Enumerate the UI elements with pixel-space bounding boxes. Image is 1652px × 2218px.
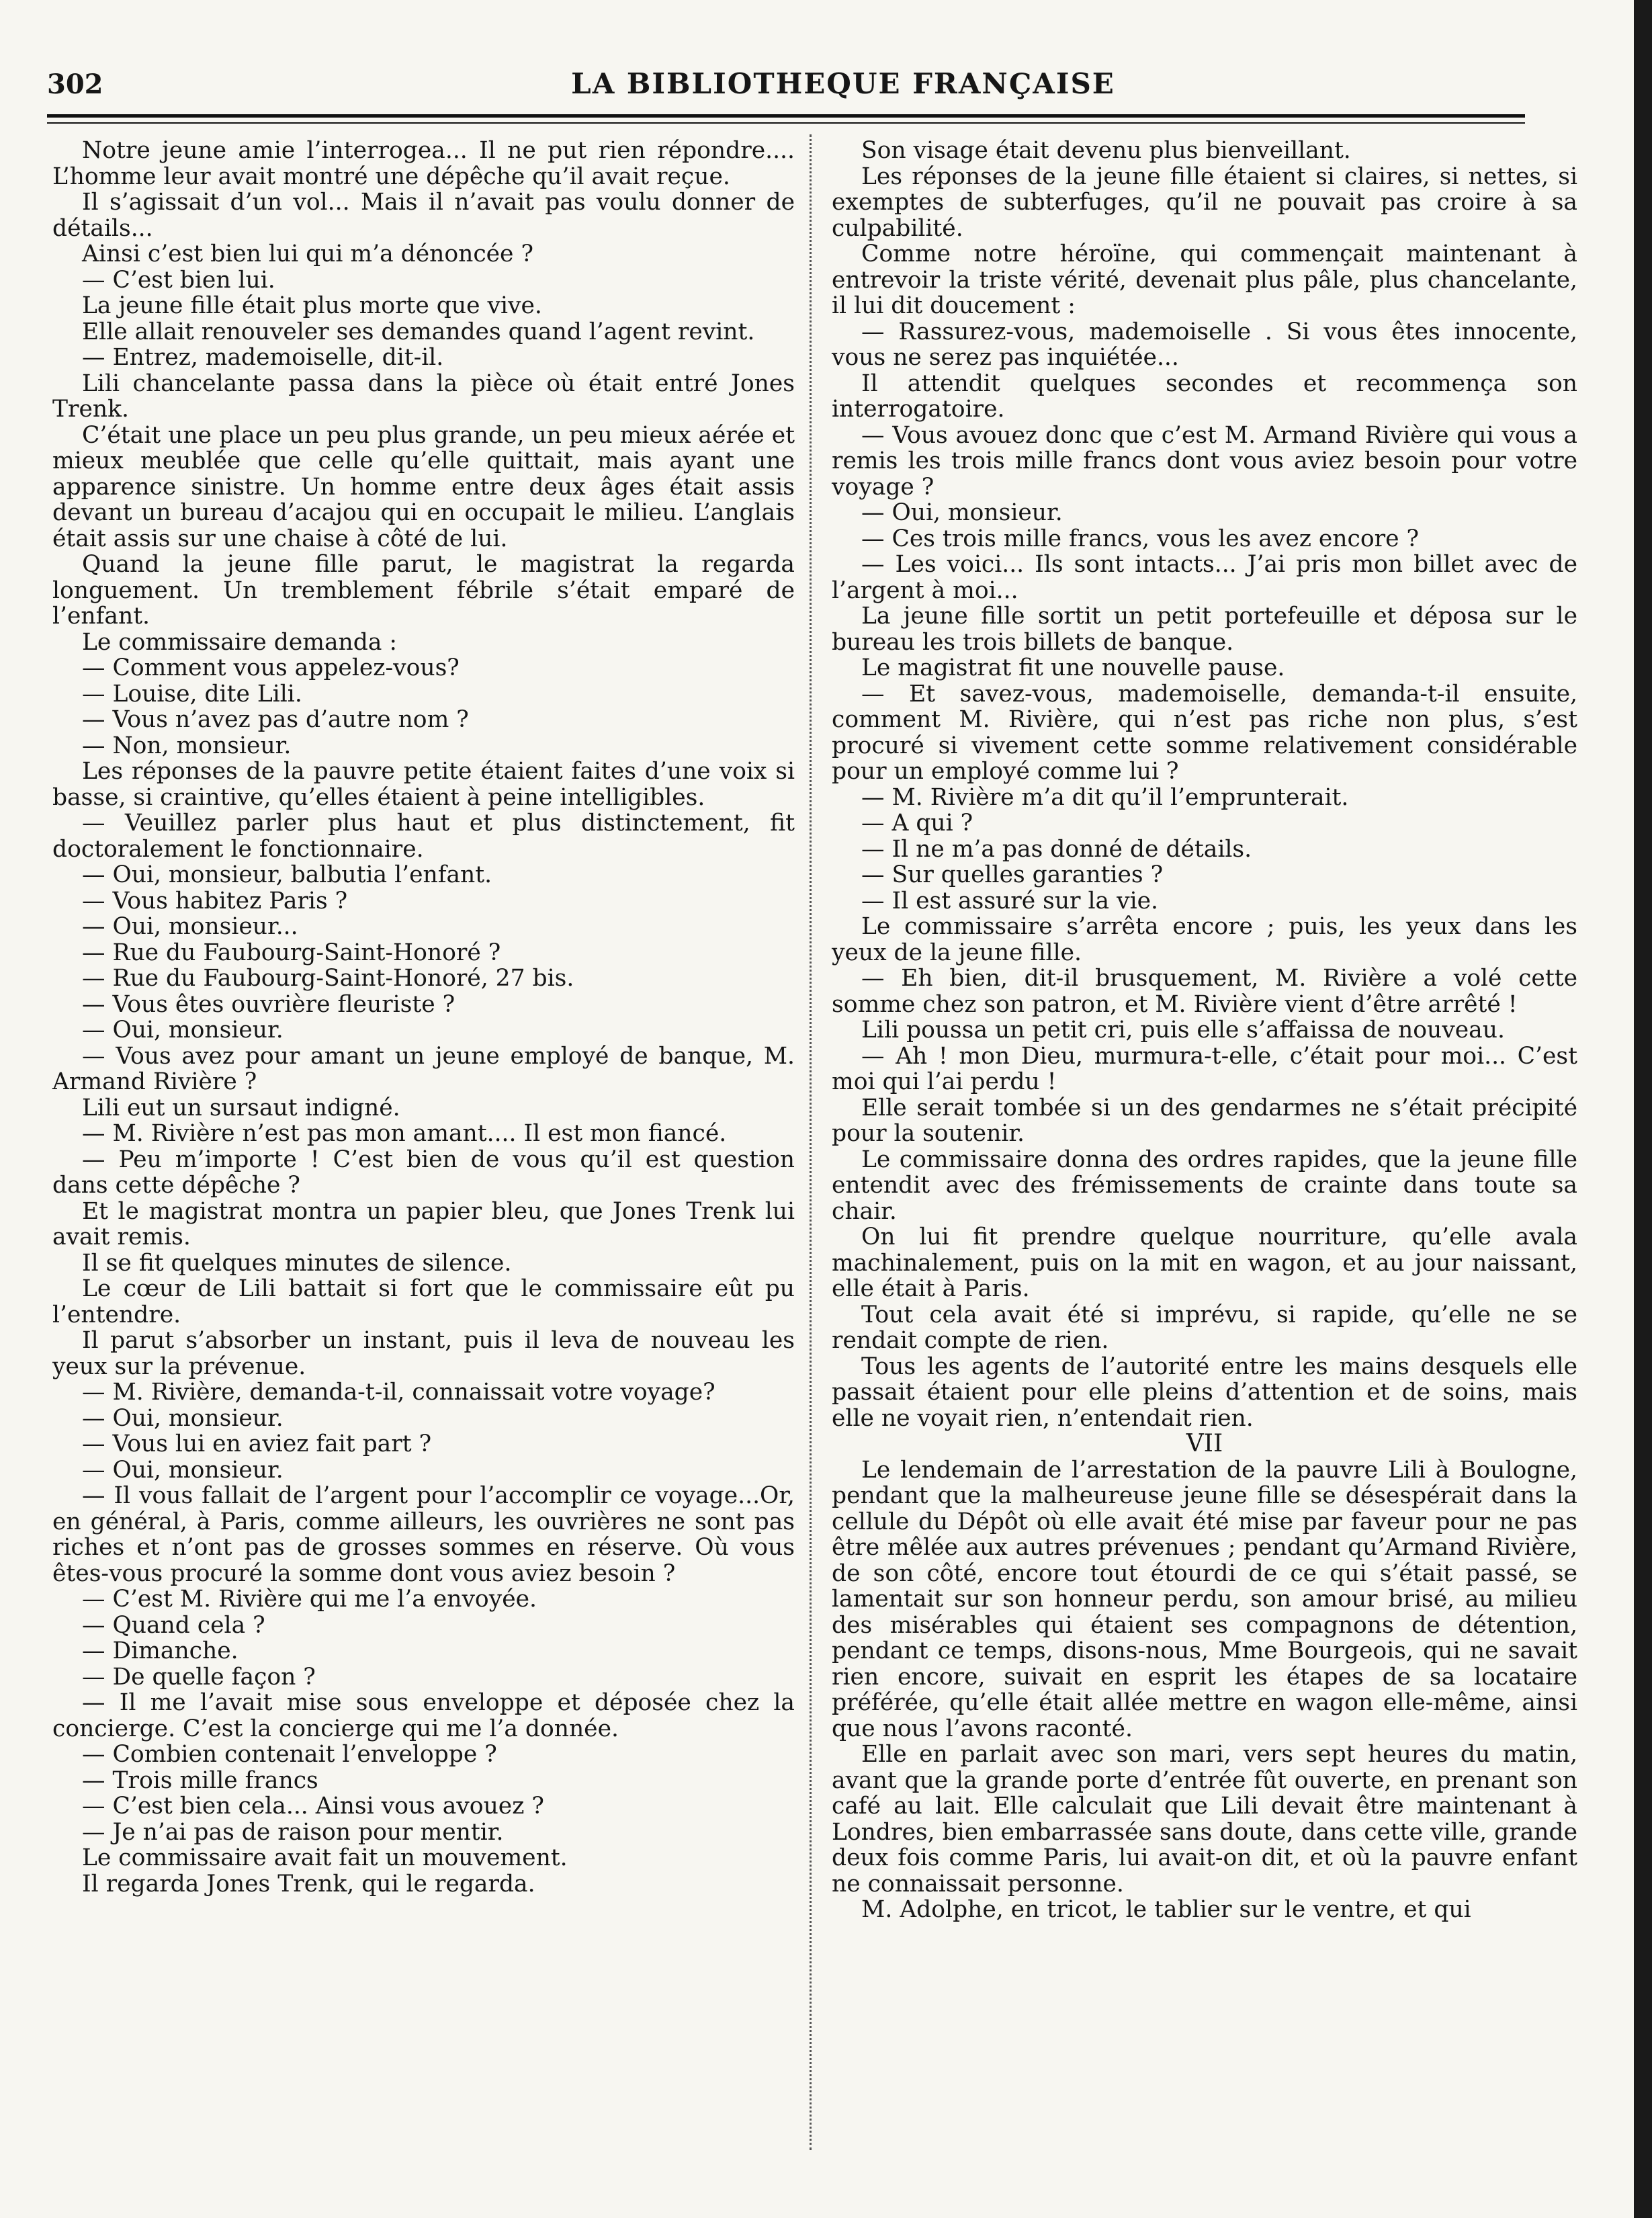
paragraph: Le cœur de Lili battait si fort que le commissaire eût pu l’entendre. (52, 1275, 795, 1328)
paragraph: — Vous lui en aviez fait part ? (82, 1431, 432, 1457)
paragraph: Lili eut un sursaut indigné. (82, 1094, 400, 1121)
paragraph: — Oui, monsieur. (82, 1456, 284, 1484)
paragraph: — M. Rivière m’a dit qu’il l’emprunterait. (861, 783, 1349, 811)
paragraph: — De quelle façon ? (82, 1663, 316, 1691)
paragraph: — Vous êtes ouvrière fleuriste ? (82, 990, 455, 1018)
right-column-upper (832, 138, 1577, 1431)
paragraph: — M. Rivière, demanda-t-il, connaissait votre voyage? (82, 1379, 715, 1406)
paragraph: — Entrez, mademoiselle, dit-il. (82, 344, 444, 371)
paragraph: Le commissaire avait fait un mouvement. (82, 1844, 568, 1871)
paragraph: Ainsi c’est bien lui qui m’a dénoncée ? (82, 241, 533, 267)
paragraph: — Il est assuré sur la vie. (861, 887, 1158, 914)
paragraph: Le lendemain de l’arrestation de la pauvre Lili à Boulogne, pendant que la malheureuse jeune fille se désespérait dans la cellule du Dépôt où elle avait été mise par faveur pour ne pas être mêlée aux autres prévenues ; pendant qu’Armand Rivière, de son côté, encore tout étourdi de ce qui s’était passé, se lamentait sur son honneur perdu, son amour brisé, au milieu des misérables qui étaient ses compagnons de détention, pendant ce temps, disons-nous, Mme Bourgeois, qui ne savait rien encore, suivait en esprit les étapes de sa locataire préférée, qu’elle était allée mettre en wagon elle-même, ainsi que nous l’avons raconté. (832, 1456, 1577, 1742)
paragraph: — Oui, monsieur. (861, 499, 1063, 526)
paragraph: — Vous habitez Paris ? (82, 887, 348, 914)
paragraph: Il se fit quelques minutes de silence. (82, 1249, 512, 1277)
paragraph: — C’est bien cela... Ainsi vous avouez ? (82, 1793, 544, 1820)
paragraph: — Vous n’avez pas d’autre nom ? (82, 706, 469, 733)
paragraph: Notre jeune amie l’interrogea... Il ne put rien répondre.... L’homme leur avait montré une dépêche qu’il avait reçue. (52, 137, 795, 190)
paragraph: — Louise, dite Lili. (82, 680, 302, 708)
paragraph: — M. Rivière n’est pas mon amant.... Il est mon fiancé. (82, 1120, 727, 1147)
chapter-heading: VII (1186, 1430, 1223, 1457)
paragraph: Il regarda Jones Trenk, qui le regarda. (82, 1870, 535, 1897)
paragraph: — Rue du Faubourg-Saint-Honoré ? (82, 939, 501, 966)
left-column (52, 138, 795, 1897)
paragraph: — Les voici... Ils sont intacts... J’ai pris mon billet avec de l’argent à moi... (832, 551, 1577, 604)
paragraph: — A qui ? (861, 810, 973, 837)
paragraph: — Non, monsieur. (82, 732, 292, 759)
paragraph: — Il me l’avait mise sous enveloppe et déposée chez la concierge. C’est la concierge qui me l’a donnée. (52, 1689, 795, 1742)
paragraph: M. Adolphe, en tricot, le tablier sur le ventre, et qui (861, 1896, 1471, 1923)
paragraph: Son visage était devenu plus bienveillant. (861, 137, 1351, 164)
page-number: 302 (47, 69, 103, 100)
paragraph: — Sur quelles garanties ? (861, 861, 1164, 888)
right-column (832, 138, 1577, 1923)
paragraph: — Rue du Faubourg-Saint-Honoré, 27 bis. (82, 965, 574, 992)
paragraph: La jeune fille sortit un petit portefeuille et déposa sur le bureau les trois billets de banque. (832, 603, 1577, 656)
header-rule-thin (47, 122, 1525, 124)
paragraph: — C’est bien lui. (82, 266, 275, 294)
paragraph: — Ah ! mon Dieu, murmura-t-elle, c’était pour moi... C’est moi qui l’ai perdu ! (832, 1042, 1577, 1095)
paragraph: Elle en parlait avec son mari, vers sept heures du matin, avant que la grande porte d’entrée fût ouverte, en prenant son café au lait. Elle calculait que Lili devait être maintenant à Londres, bien embarrassée sans doute, dans cette ville, grande deux fois comme Paris, lui avait-on dit, et où la pauvre enfant ne connaissait personne. (832, 1741, 1577, 1897)
page-header (47, 62, 1639, 116)
paragraph: Le commissaire demanda : (82, 628, 397, 656)
paragraph: — Et savez-vous, mademoiselle, demanda-t-il ensuite, comment M. Rivière, qui n’est pas riche non plus, s’est procuré si vivement cette somme relativement considérable pour un employé comme lui ? (832, 680, 1577, 785)
paragraph: — Il vous fallait de l’argent pour l’accomplir ce voyage...Or, en général, à Paris, comme ailleurs, les ouvrières ne sont pas riches et n’ont pas de grosses sommes en réserve. Où vous êtes-vous procuré la somme dont vous aviez besoin ? (52, 1482, 795, 1587)
paragraph: — Oui, monsieur, balbutia l’enfant. (82, 861, 492, 888)
paragraph: La jeune fille était plus morte que vive. (82, 292, 542, 319)
paragraph: — Vous avez pour amant un jeune employé de banque, M. Armand Rivière ? (52, 1042, 795, 1095)
column-divider (810, 134, 813, 2150)
paragraph: — Oui, monsieur... (82, 913, 298, 940)
paragraph: Tout cela avait été si imprévu, si rapide, qu’elle ne se rendait compte de rien. (832, 1301, 1577, 1354)
paragraph: — Peu m’importe ! C’est bien de vous qu’il est question dans cette dépêche ? (52, 1146, 795, 1199)
header-rule (47, 114, 1525, 118)
paragraph: — Rassurez-vous, mademoiselle . Si vous êtes innocente, vous ne serez pas inquiétée... (832, 318, 1577, 371)
paragraph: Les réponses de la jeune fille étaient si claires, si nettes, si exemptes de subterfuges, qu’il ne pouvait pas croire à sa culpabilité. (832, 163, 1577, 242)
paragraph: On lui fit prendre quelque nourriture, qu’elle avala machinalement, puis on la mit en wagon, et au jour naissant, elle était à Paris. (832, 1224, 1577, 1302)
paragraph: Tous les agents de l’autorité entre les mains desquels elle passait étaient pour elle pleins d’attention et de soins, mais elle ne voyait rien, n’entendait rien. (832, 1353, 1577, 1432)
paragraph: Il s’agissait d’un vol... Mais il n’avait pas voulu donner de détails... (52, 189, 795, 242)
paragraph: Elle serait tombée si un des gendarmes ne s’était précipité pour la soutenir. (832, 1094, 1577, 1147)
paragraph: Lili chancelante passa dans la pièce où était entré Jones Trenk. (52, 370, 795, 423)
paragraph: — Ces trois mille francs, vous les avez encore ? (861, 525, 1419, 552)
paragraph: — Comment vous appelez-vous? (82, 654, 460, 681)
paragraph: Comme notre héroïne, qui commençait maintenant à entrevoir la triste vérité, devenait plus pâle, plus chancelante, il lui dit doucement : (832, 241, 1577, 319)
paragraph: Il attendit quelques secondes et recommença son interrogatoire. (832, 370, 1577, 423)
paragraph: — Veuillez parler plus haut et plus distinctement, fit doctoralement le fonctionnaire. (52, 810, 795, 863)
paragraph: Les réponses de la pauvre petite étaient faites d’une voix si basse, si craintive, qu’elles étaient à peine intelligibles. (52, 758, 795, 811)
paragraph: — Il ne m’a pas donné de détails. (861, 835, 1252, 863)
right-column-lower (832, 1457, 1577, 1923)
paragraph: Elle allait renouveler ses demandes quand l’agent revint. (82, 318, 755, 345)
paragraph: Et le magistrat montra un papier bleu, que Jones Trenk lui avait remis. (52, 1197, 795, 1250)
paragraph: — Trois mille francs (82, 1766, 318, 1794)
paragraph: — Oui, monsieur. (82, 1017, 284, 1043)
paragraph: Quand la jeune fille parut, le magistrat la regarda longuement. Un tremblement fébrile s’était emparé de l’enfant. (52, 551, 795, 630)
paragraph: — Combien contenait l’enveloppe ? (82, 1741, 497, 1768)
running-title: LA BIBLIOTHEQUE FRANÇAISE (571, 67, 1115, 100)
paragraph: — Vous avouez donc que c’est M. Armand Rivière qui vous a remis les trois mille francs dont vous aviez besoin pour votre voyage ? (832, 421, 1577, 501)
paragraph: Il parut s’absorber un instant, puis il leva de nouveau les yeux sur la prévenue. (52, 1327, 795, 1380)
paragraph: Le commissaire donna des ordres rapides, que la jeune fille entendit avec des frémissements de crainte dans toute sa chair. (832, 1146, 1577, 1225)
paragraph: C’était une place un peu plus grande, un peu mieux aérée et mieux meublée que celle qu’elle quittait, mais ayant une apparence sinistre. Un homme entre deux âges était assis devant un bureau d’acajou qui en occupait le milieu. L’anglais était assis sur une chaise à côté de lui. (52, 421, 795, 552)
paragraph: Le magistrat fit une nouvelle pause. (861, 654, 1285, 681)
paragraph: — Quand cela ? (82, 1611, 265, 1639)
paragraph: Le commissaire s’arrêta encore ; puis, les yeux dans les yeux de la jeune fille. (832, 913, 1577, 966)
paragraph: — Oui, monsieur. (82, 1404, 284, 1432)
page-edge (1634, 0, 1652, 2218)
paragraph: Lili poussa un petit cri, puis elle s’affaissa de nouveau. (861, 1017, 1505, 1043)
paragraph: — Dimanche. (82, 1637, 238, 1664)
paragraph: — Eh bien, dit-il brusquement, M. Rivière a volé cette somme chez son patron, et M. Rivière vient d’être arrêté ! (832, 965, 1577, 1018)
paragraph: — Je n’ai pas de raison pour mentir. (82, 1818, 504, 1846)
paragraph: — C’est M. Rivière qui me l’a envoyée. (82, 1586, 537, 1613)
